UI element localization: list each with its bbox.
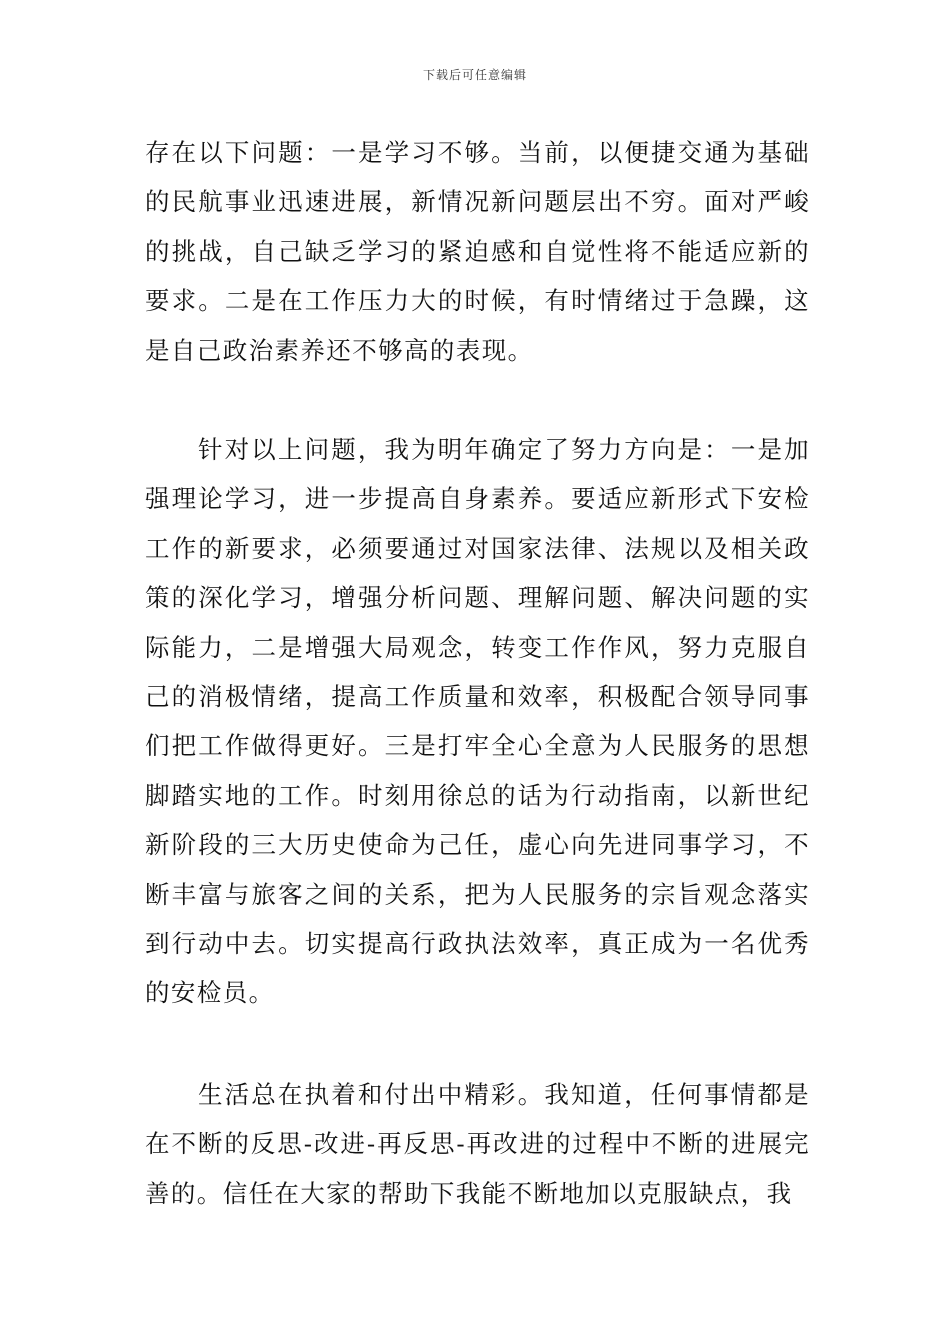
paragraph-improvement-plan: 针对以上问题，我为明年确定了努力方向是：一是加强理论学习，进一步提高自身素养。要适应新形式下安检工作的新要求，必须要通过对国家法律、法规以及相关政策的深化学习，增强分析问题、理解问题、解决问题的实际能力，二是增强大局观念，转变工作作风，努力克服自己的消极情绪，提高工作质量和效率，积极配合领导同事们把工作做得更好。三是打牢全心全意为人民服务的思想脚踏实地的工作。时刻用徐总的话为行动指南，以新世纪新阶段的三大历史使命为己任，虚心向先进同事学习，不断丰富与旅客之间的关系，把为人民服务的宗旨观念落实到行动中去。切实提高行政执法效率，真正成为一名优秀的安检员。	[145, 435, 810, 1008]
paragraph-problems: 存在以下问题：一是学习不够。当前，以便捷交通为基础的民航事业迅速进展，新情况新问题层出不穷。面对严峻的挑战，自己缺乏学习的紧迫感和自觉性将不能适应新的要求。二是在工作压力大的时候，有时情绪过于急躁，这是自己政治素养还不够高的表现。	[145, 138, 810, 365]
paragraph-conclusion: 生活总在执着和付出中精彩。我知道，任何事情都是在不断的反思-改进-再反思-再改进的过程中不断的进展完善的。信任在大家的帮助下我能不断地加以克服缺点，我	[145, 1080, 810, 1208]
page-header: 下载后可任意编辑	[422, 68, 527, 82]
